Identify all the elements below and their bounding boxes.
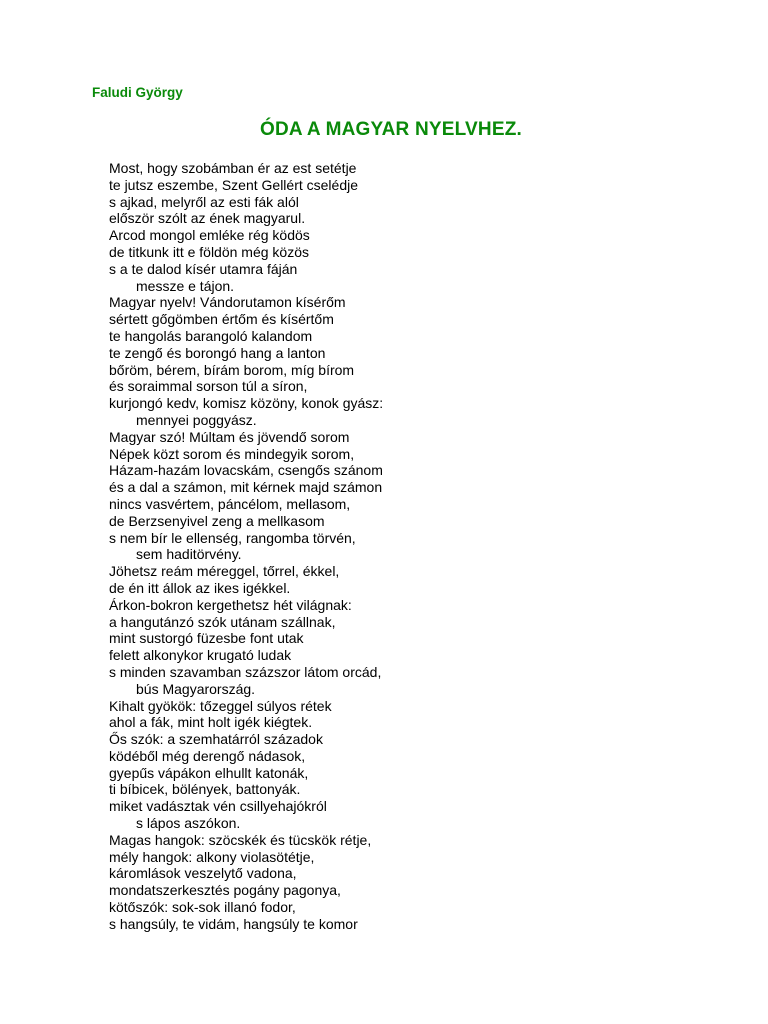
poem-line: ti bíbicek, bölények, battonyák. (109, 781, 301, 798)
poem-line: Jöhetsz reám méreggel, tőrrel, ékkel, (109, 563, 340, 580)
poem-line: sértett gőgömben értőm és kísértőm (109, 311, 334, 328)
poem-line: Most, hogy szobámban ér az est setétje (109, 160, 357, 176)
poem-line: ahol a fák, mint holt igék kiégtek. (109, 714, 313, 731)
poem-line: Magyar szó! Múltam és jövendő sorom (109, 428, 350, 445)
poem-line: s lápos aszókon. (136, 815, 241, 832)
poem-line: s ajkad, melyről az esti fák alól (109, 193, 299, 210)
poem-line: nincs vasvértem, páncélom, mellasom, (109, 495, 351, 512)
poem-line: kötőszók: sok-sok illanó fodor, (109, 899, 296, 916)
poem-line: mély hangok: alkony violasötétje, (109, 848, 315, 865)
poem-line: először szólt az ének magyarul. (109, 210, 306, 227)
poem-line: és a dal a számon, mit kérnek majd számon (109, 479, 383, 496)
poem-line: miket vadásztak vén csillyehajókról (109, 798, 327, 815)
poem-line: gyepűs vápákon elhullt katonák, (109, 764, 309, 781)
poem-line: te zengő és borongó hang a lanton (109, 344, 326, 361)
poem-line: Árkon-bokron kergethetsz hét világnak: (109, 596, 352, 613)
poem-line: a hangutánzó szók utánam szállnak, (109, 613, 336, 630)
poem-body (109, 160, 383, 933)
poem-line: de Berzsenyivel zeng a mellkasom (109, 512, 325, 529)
poem-line: te hangolás barangoló kalandom (109, 327, 313, 344)
author-name: Faludi György (92, 85, 183, 100)
poem-line: messze e tájon. (136, 277, 235, 294)
poem-line: de én itt állok az ikes igékkel. (109, 579, 291, 596)
poem-line: s nem bír le ellenség, rangomba törvén, (109, 529, 356, 546)
poem-line: ködéből még derengő nádasok, (109, 747, 306, 764)
poem-line: Arcod mongol emléke rég ködös (109, 227, 310, 244)
poem-line: mondatszerkesztés pogány pagonya, (109, 882, 341, 899)
poem-line: Magas hangok: szöcskék és tücskök rétje, (109, 831, 372, 848)
poem-line: te jutsz eszembe, Szent Gellért cselédje (109, 176, 359, 193)
poem-line: mint sustorgó füzesbe font utak (109, 630, 304, 647)
poem-line: Ős szók: a szemhatárról századok (109, 731, 323, 748)
poem-line: Házam-hazám lovacskám, csengős szánom (109, 462, 383, 479)
poem-line: s a te dalod kísér utamra fáján (109, 260, 298, 277)
poem-line: de titkunk itt e földön még közös (109, 243, 309, 260)
poem-line: és soraimmal sorson túl a síron, (109, 378, 308, 395)
poem-line: s hangsúly, te vidám, hangsúly te komor (109, 915, 358, 932)
poem-title: ÓDA A MAGYAR NYELVHEZ. (260, 119, 522, 140)
poem-line: káromlások veszelytő vadona, (109, 865, 297, 882)
poem-line: bús Magyarország. (136, 680, 256, 697)
poem-line: Népek közt sorom és mindegyik sorom, (109, 445, 355, 462)
poem-line: Magyar nyelv! Vándorutamon kísérőm (109, 294, 346, 311)
poem-line: Kihalt gyökök: tőzeggel súlyos rétek (109, 697, 332, 714)
poem-line: mennyei poggyász. (136, 411, 257, 428)
poem-line: bőröm, bérem, bírám borom, míg bírom (109, 361, 355, 378)
poem-line: sem haditörvény. (136, 546, 242, 563)
poem-line: kurjongó kedv, komisz közöny, konok gyász: (109, 395, 384, 412)
poem-line: felett alkonykor krugató ludak (109, 647, 292, 664)
poem-line: s minden szavamban százszor látom orcád, (109, 663, 382, 680)
